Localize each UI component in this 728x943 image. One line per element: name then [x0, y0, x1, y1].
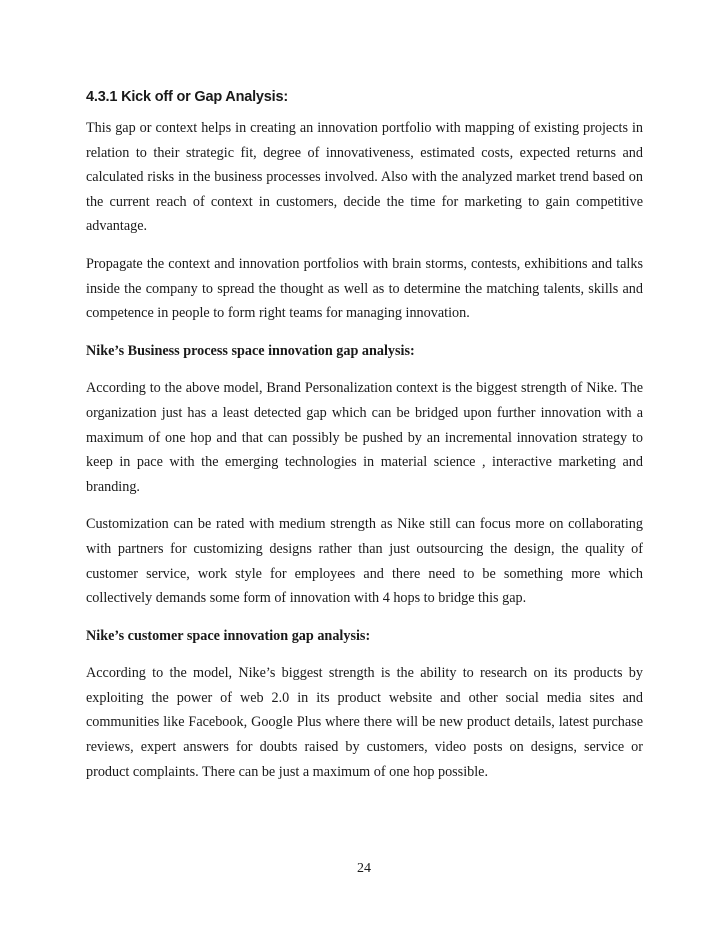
- paragraph-portfolio-mapping: This gap or context helps in creating an innovation portfolio with mapping of existing projects in relation to their strategic fit, degree of innovativeness, estimated costs, expected returns and calculated risks in the business processes involved. Also with the analyzed market trend based on the current reach of context in customers, decide the time for marketing to gain competitive advantage.: [86, 120, 643, 235]
- paragraph-customization: Customization can be rated with medium strength as Nike still can focus more on collaborating with partners for customizing designs rather than just outsourcing the design, the quality of customer service, work style for employees and there need to be something more which collectively demands some form of innovation with 4 hops to bridge this gap.: [86, 516, 643, 607]
- paragraph-brand-personalization: According to the above model, Brand Personalization context is the biggest strength of Nike. The organization just has a least detected gap which can be bridged upon further innovation with a maximum of one hop and that can possibly be pushed by an incremental innovation strategy to keep in pace with the emerging technologies in material science , interactive marketing and branding.: [86, 380, 643, 495]
- subheading-business-process-gap: Nike’s Business process space innovation gap analysis:: [86, 342, 415, 359]
- paragraph-propagate-context: Propagate the context and innovation portfolios with brain storms, contests, exhibitions and talks inside the company to spread the thought as well as to determine the matching talents, skills and competence in people to form right teams for managing innovation.: [86, 255, 643, 322]
- subheading-customer-space-gap: Nike’s customer space innovation gap analysis:: [86, 627, 371, 644]
- paragraph-customer-research: According to the model, Nike’s biggest strength is the ability to research on its products by exploiting the power of web 2.0 in its product website and other social media sites and communities like Facebook, Google Plus where there will be new product details, latest purchase reviews, expert answers for doubts raised by customers, video posts on designs, service or product complaints. There can be just a maximum of one hop possible.: [86, 665, 643, 780]
- section-heading: 4.3.1 Kick off or Gap Analysis:: [86, 89, 288, 105]
- page-content: [86, 88, 643, 797]
- page-number: 24: [357, 861, 371, 876]
